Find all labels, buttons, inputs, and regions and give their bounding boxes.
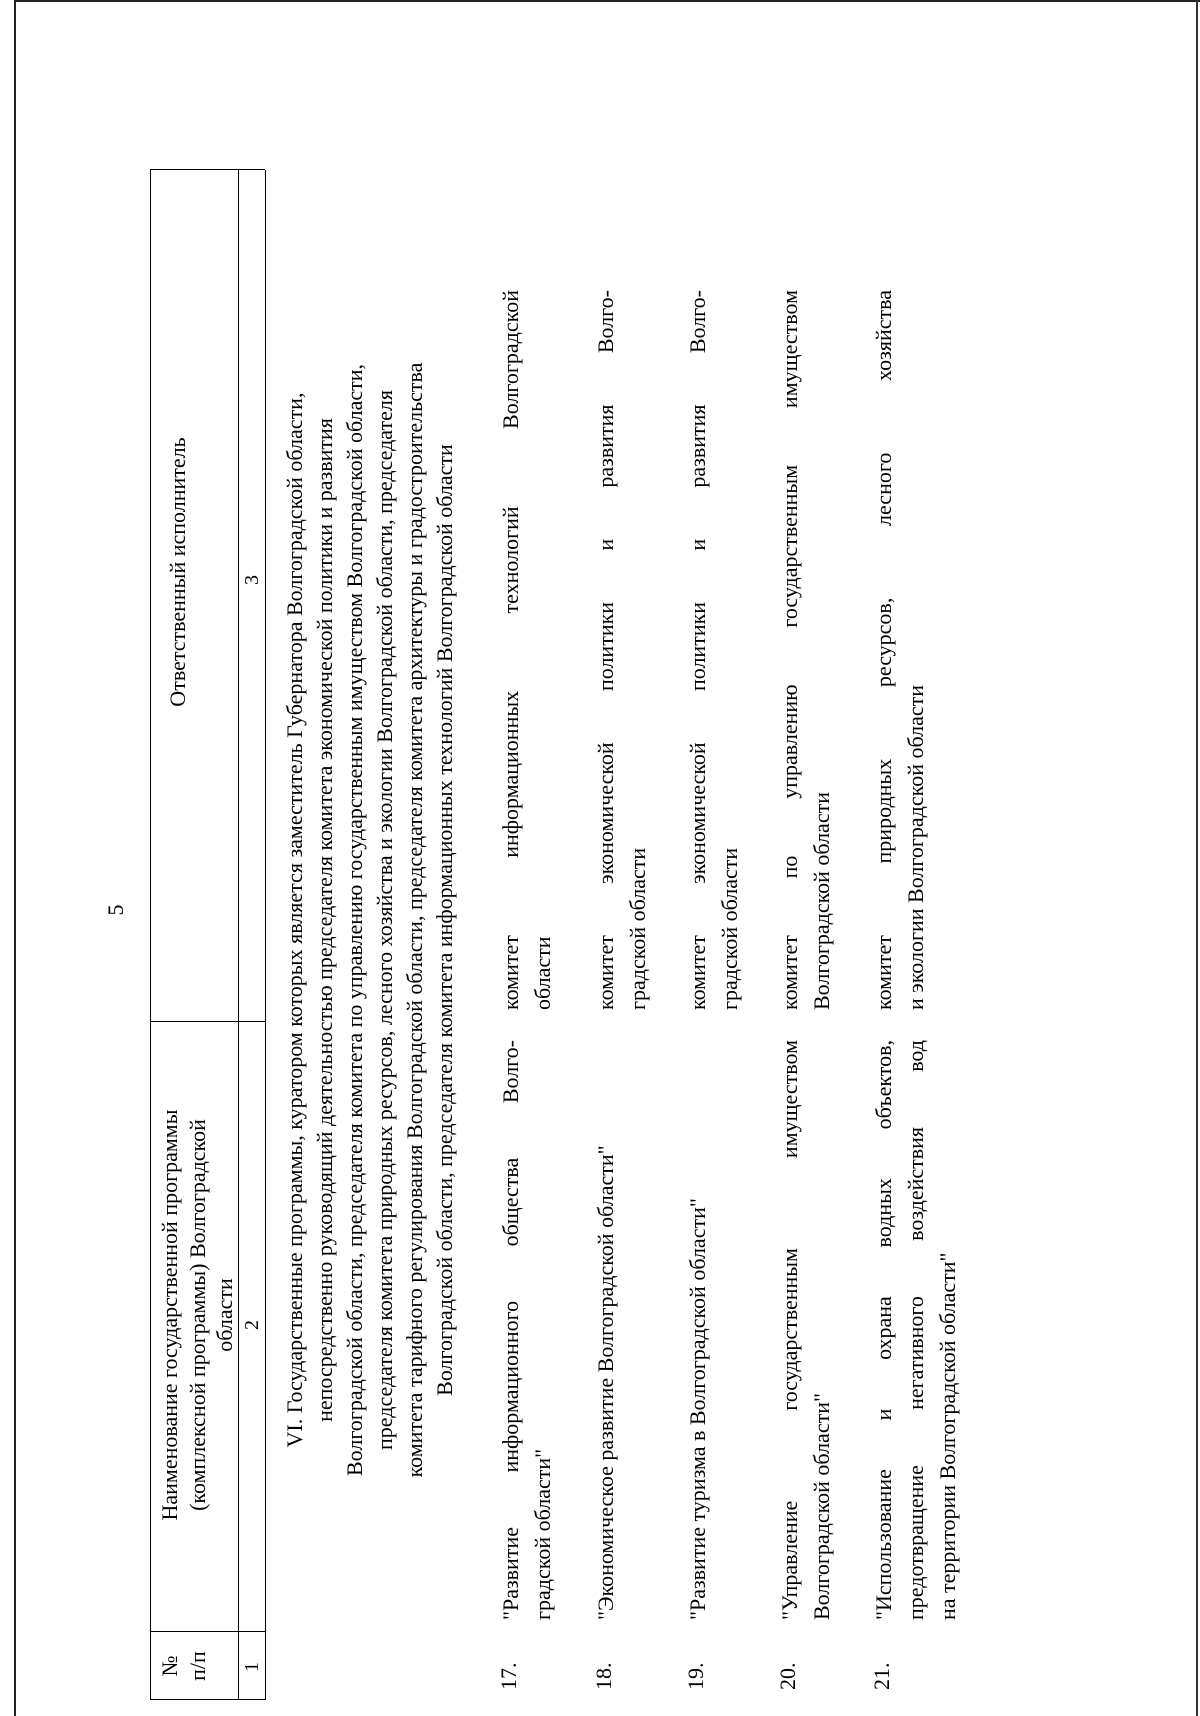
- row-number-17: 17.: [496, 1662, 521, 1690]
- section-heading-line-2: непосредственно руководящий деятельностью председателя комитета экономической политики и развития: [312, 418, 337, 1422]
- executor-18-line-1: комитет экономической политики и развития Волго-: [593, 290, 618, 1010]
- scan-edge-right: [1196, 0, 1198, 1716]
- row-number-20: 20.: [775, 1662, 800, 1690]
- header-number: [156, 1638, 211, 1694]
- program-name-17-line-2: градской области": [530, 1448, 555, 1620]
- executor-17-line-2: области: [530, 936, 555, 1010]
- table-left-border: [150, 1699, 265, 1700]
- executor-20-line-1: комитет по управлению государственным имуществом: [777, 290, 802, 1010]
- header-program-name-line-2: (комплексной программы) Волгоградской: [184, 1119, 210, 1511]
- row-number-18: 18.: [591, 1662, 616, 1690]
- section-heading-line-1: VI. Государственные программы, куратором которых является заместитель Губернатора Волгоградской области,: [282, 392, 307, 1448]
- page-number: 5: [103, 904, 128, 916]
- program-name-17-line-1: "Развитие информационного общества Волго-: [498, 1040, 523, 1620]
- row-number-21: 21.: [869, 1662, 894, 1690]
- section-heading-line-4: председателя комитета природных ресурсов, лесного хозяйства и экологии Волгоградской области, председателя: [372, 390, 397, 1450]
- program-name-20-line-2: Волгоградской области": [809, 1393, 834, 1620]
- column-number-2: 2: [241, 1320, 263, 1330]
- header-executor: Ответственный исполнитель: [165, 437, 190, 707]
- document-page: [103, 140, 1040, 1700]
- column-numbers-bottom-border: [265, 170, 266, 1700]
- executor-20-line-2: Волгоградской области: [809, 792, 834, 1010]
- section-heading-line-3: Волгоградской области, председателя комитета по управлению государственным имуществом Волгоградской области,: [342, 363, 367, 1477]
- executor-18-line-2: градской области: [625, 847, 650, 1010]
- executor-21-line-1: комитет природных ресурсов, лесного хозяйства: [871, 290, 896, 1010]
- program-name-19: [682, 1040, 714, 1620]
- executor-19: [682, 290, 746, 1010]
- table-top-border: [150, 170, 151, 1700]
- section-heading-line-5: комитета тарифного регулирования Волгоградской области, председателя комитета архитектуры и градостроительства: [402, 362, 427, 1478]
- program-name-21: [868, 1040, 964, 1620]
- program-name-19-line-1: "Развитие туризма в Волгоградской области": [685, 1198, 710, 1620]
- executor-21-line-2: и экологии Волгоградской области: [903, 684, 928, 1010]
- scan-edge-top: [14, 0, 1200, 2]
- executor-17-line-1: комитет информационных технологий Волгоградской: [498, 290, 523, 1010]
- executor-21: [868, 290, 932, 1010]
- program-name-18: [590, 1040, 622, 1620]
- column-divider-1: [150, 1631, 265, 1632]
- header-program-name-line-1: Наименование государственной программы: [157, 1109, 182, 1521]
- section-heading-line-6: Волгоградской области, председателя комитета информационных технологий Волгоградской области: [432, 444, 457, 1396]
- column-number-3: 3: [241, 575, 263, 585]
- program-name-20-line-1: "Управление государственным имуществом: [777, 1040, 802, 1620]
- program-name-21-line-3: на территории Волгоградской области": [935, 1252, 960, 1620]
- scan-edge-left: [14, 0, 16, 1716]
- header-program-name: [156, 1015, 239, 1615]
- program-name-21-line-2: предотвращение негативного воздействия вод: [903, 1040, 928, 1620]
- program-name-20: [774, 1040, 838, 1620]
- executor-19-line-1: комитет экономической политики и развития Волго-: [685, 290, 710, 1010]
- executor-18: [590, 290, 654, 1010]
- program-name-17: [495, 1040, 559, 1620]
- executor-17: [495, 290, 559, 1010]
- header-number-line-1: №: [157, 1655, 182, 1677]
- header-program-name-line-3: области: [212, 1278, 237, 1352]
- row-number-19: 19.: [683, 1662, 708, 1690]
- column-number-1: 1: [241, 1662, 263, 1672]
- executor-20: [774, 290, 838, 1010]
- section-heading: [280, 140, 460, 1700]
- executor-19-line-2: градской области: [717, 847, 742, 1010]
- header-number-line-2: п/п: [184, 1651, 210, 1681]
- program-name-18-line-1: "Экономическое развитие Волгоградской области": [593, 1145, 618, 1620]
- program-name-21-line-1: "Использование и охрана водных объектов,: [871, 1040, 896, 1620]
